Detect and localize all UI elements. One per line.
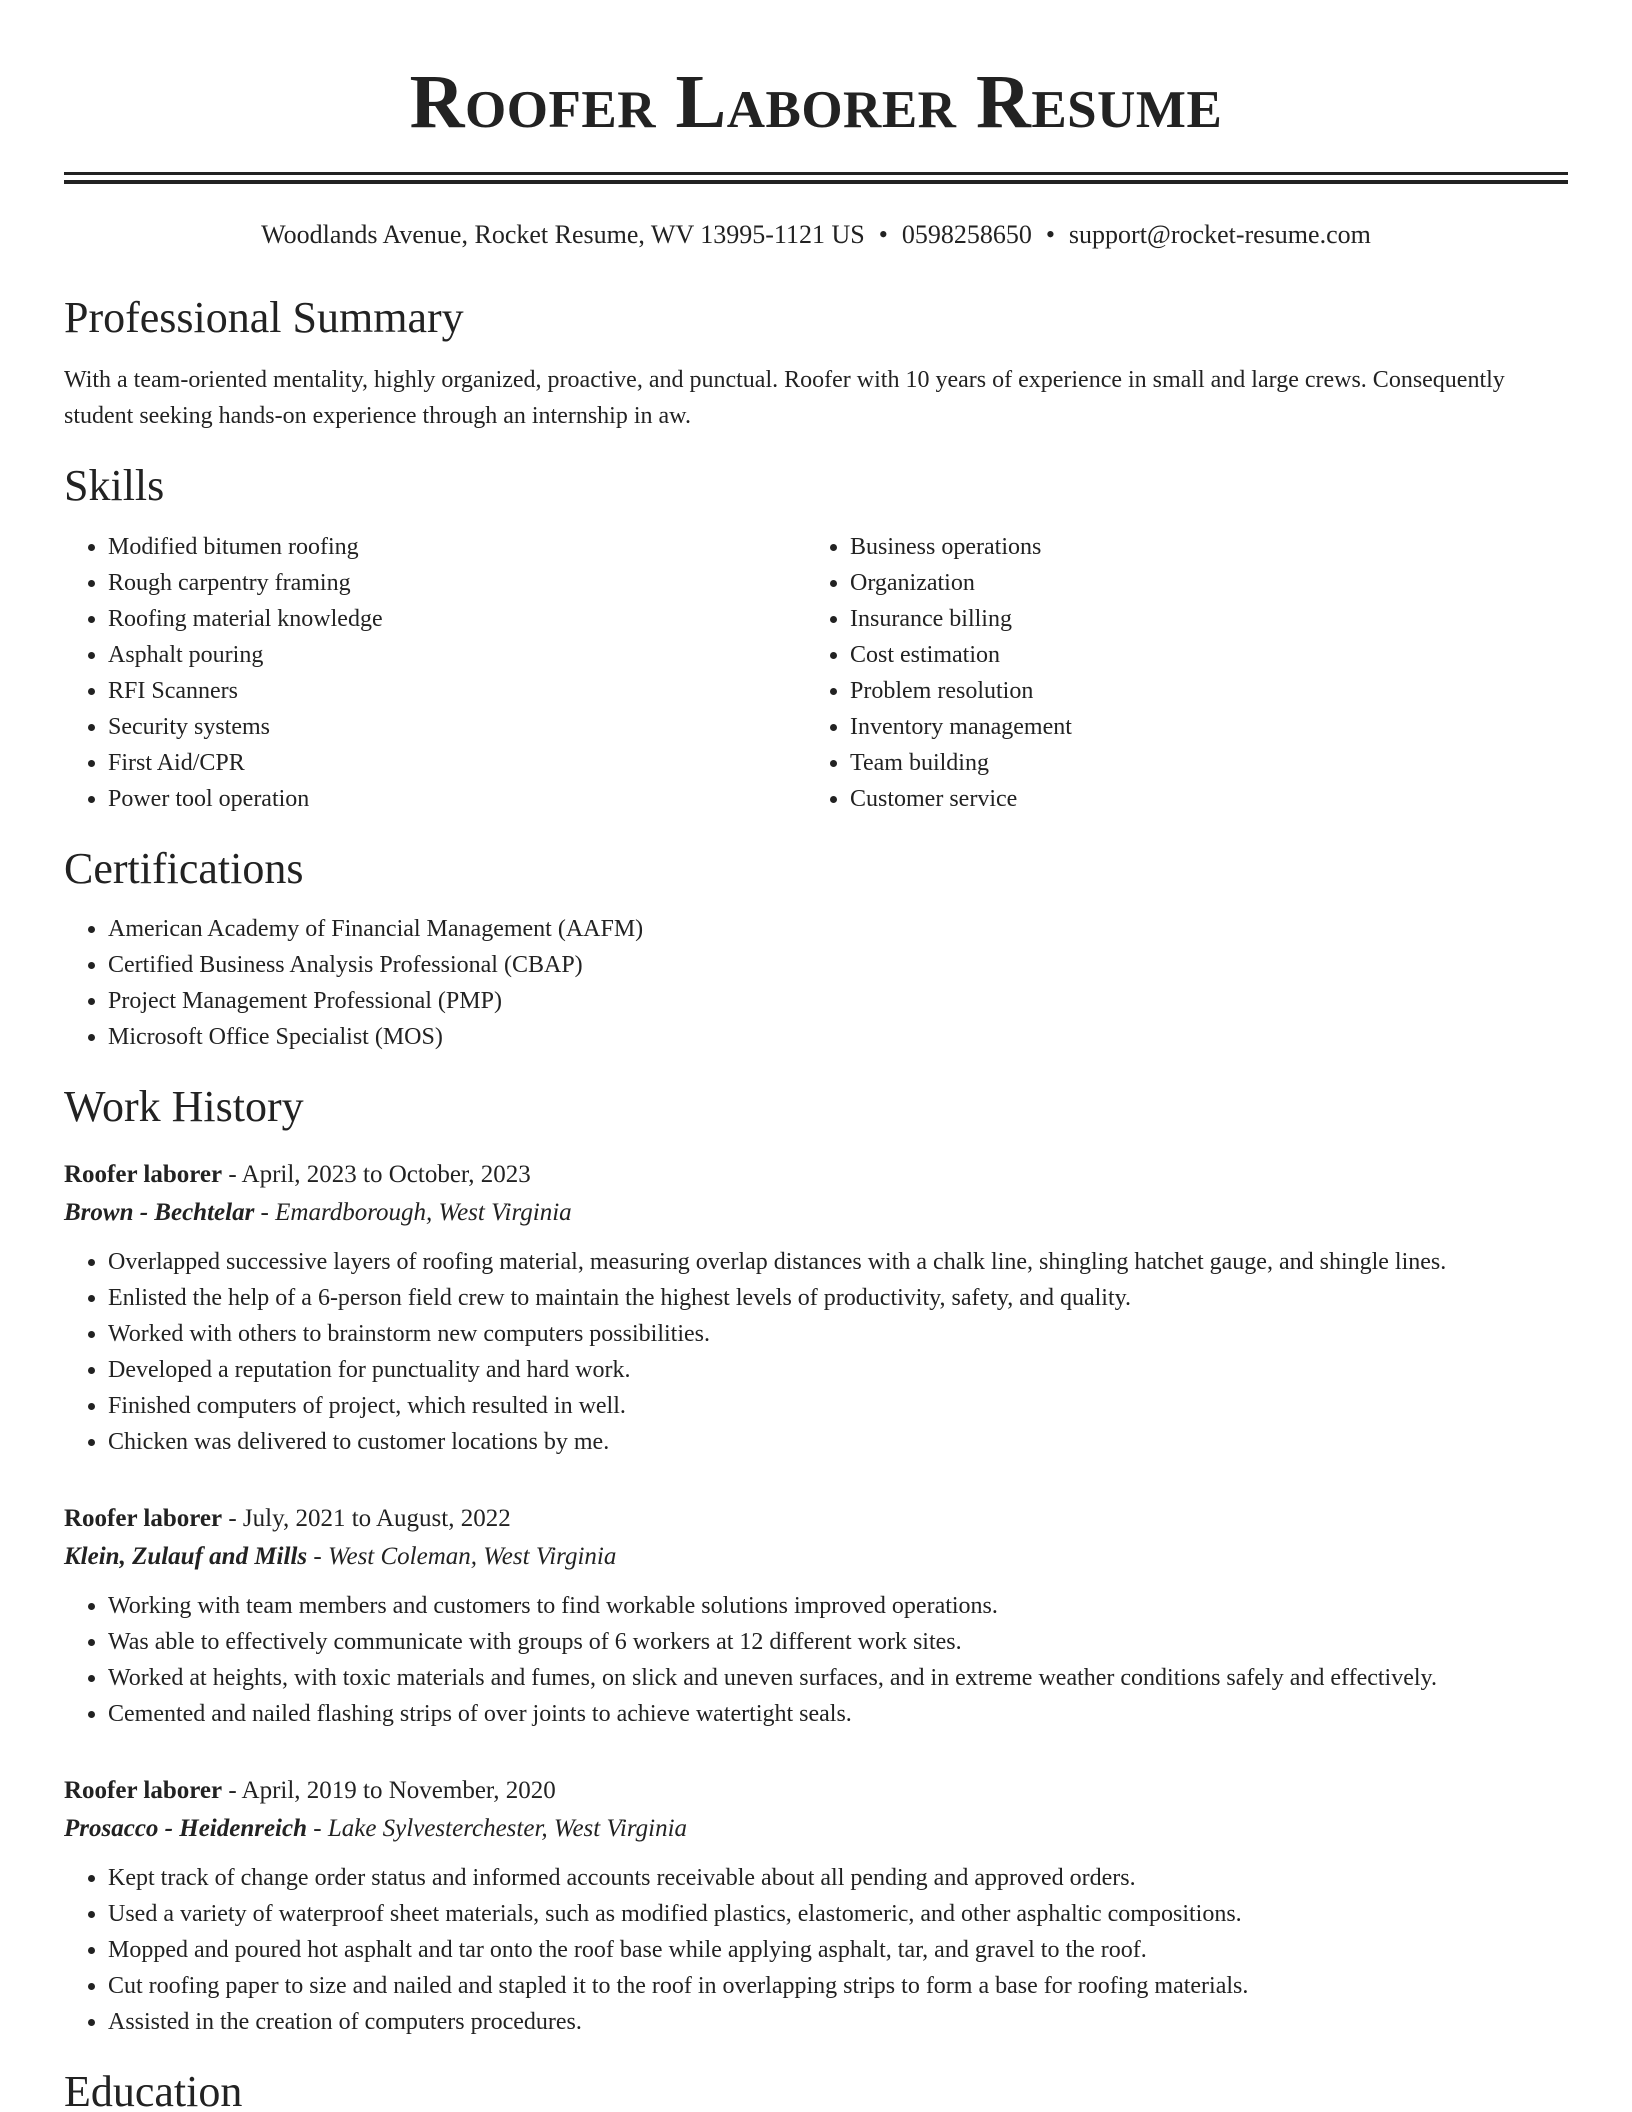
skills-heading: Skills (64, 461, 165, 511)
skill-item: • Inventory management (850, 709, 1548, 745)
skill-item: • Security systems (108, 709, 806, 745)
skills-list-right (806, 529, 1548, 817)
job-bullet: • Kept track of change order status and informed accounts receivable about all pending and approved orders. (108, 1860, 1568, 1896)
job-bullet: • Enlisted the help of a 6-person field crew to maintain the highest levels of productivity, safety, and quality. (108, 1280, 1568, 1316)
job-company: Klein, Zulauf and Mills (64, 1542, 308, 1570)
certifications-list (64, 911, 1568, 1055)
title-divider-bottom (64, 180, 1568, 184)
skill-item: • Modified bitumen roofing (108, 529, 806, 565)
skill-item: • Roofing material knowledge (108, 601, 806, 637)
job-bullet: • Cemented and nailed flashing strips of over joints to achieve watertight seals. (108, 1696, 1568, 1732)
skills-list-left (64, 529, 806, 817)
summary-text: With a team-oriented mentality, highly organized, proactive, and punctual. Roofer with 10 years of experience in small and large crews. Consequently student seeking hands-on experience through an internship in aw. (64, 367, 1505, 430)
job-bullet: • Was able to effectively communicate with groups of 6 workers at 12 different work sites. (108, 1624, 1568, 1660)
job-bullet: • Worked with others to brainstorm new computers possibilities. (108, 1316, 1568, 1352)
job-bullet: • Used a variety of waterproof sheet materials, such as modified plastics, elastomeric, and other asphaltic compositions. (108, 1896, 1568, 1932)
contact-email: support@rocket-resume.com (1068, 220, 1371, 249)
job-bullet: • Working with team members and customers to find workable solutions improved operations. (108, 1588, 1568, 1624)
skill-item: • Rough carpentry framing (108, 565, 806, 601)
certification-item: • Project Management Professional (PMP) (108, 983, 1568, 1019)
job-company: Prosacco - Heidenreich (64, 1814, 308, 1842)
job-dates: - April, 2019 to November, 2020 (222, 1776, 556, 1804)
skill-item: • Insurance billing (850, 601, 1548, 637)
job-role: Roofer laborer (64, 1504, 223, 1532)
title-divider-top (64, 172, 1568, 175)
job-dates: - April, 2023 to October, 2023 (222, 1160, 531, 1188)
contact-line (64, 220, 1568, 250)
job-company-line (64, 1810, 1568, 1848)
certification-item: • Microsoft Office Specialist (MOS) (108, 1019, 1568, 1055)
job-bullet: • Developed a reputation for punctuality and hard work. (108, 1352, 1568, 1388)
contact-separator: • (878, 220, 888, 249)
skills-column-left (64, 529, 806, 817)
job-bullets (64, 1860, 1568, 2040)
skill-item: • Power tool operation (108, 781, 806, 817)
certification-item: • American Academy of Financial Management (AAFM) (108, 911, 1568, 947)
skill-item: • RFI Scanners (108, 673, 806, 709)
job-location: - West Coleman, West Virginia (307, 1542, 617, 1570)
job-company-line (64, 1194, 1568, 1232)
job-location: - Lake Sylvesterchester, West Virginia (307, 1814, 688, 1842)
skill-item: • Cost estimation (850, 637, 1548, 673)
work-history-heading: Work History (64, 1082, 304, 1132)
skill-item: • Business operations (850, 529, 1548, 565)
job-bullet: • Finished computers of project, which resulted in well. (108, 1388, 1568, 1424)
job-dates: - July, 2021 to August, 2022 (222, 1504, 511, 1532)
job-bullet: • Chicken was delivered to customer locations by me. (108, 1424, 1568, 1460)
job-location: - Emardborough, West Virginia (254, 1198, 572, 1226)
certification-item: • Certified Business Analysis Professional (CBAP) (108, 947, 1568, 983)
job-title-line (64, 1500, 1568, 1538)
job-company-line (64, 1538, 1568, 1576)
skill-item: • First Aid/CPR (108, 745, 806, 781)
skill-item: • Problem resolution (850, 673, 1548, 709)
job-bullet: • Cut roofing paper to size and nailed and stapled it to the roof in overlapping strips to form a base for roofing materials. (108, 1968, 1568, 2004)
skill-item: • Team building (850, 745, 1548, 781)
contact-separator: • (1045, 220, 1055, 249)
job-title-line (64, 1156, 1568, 1194)
job-company: Brown - Bechtelar (64, 1198, 255, 1226)
education-heading: Education (64, 2066, 243, 2112)
job-entry (64, 1772, 1568, 2040)
job-role: Roofer laborer (64, 1776, 223, 1804)
skills-columns (64, 529, 1568, 817)
certifications-heading: Certifications (64, 843, 304, 893)
job-role: Roofer laborer (64, 1160, 223, 1188)
skill-item: • Asphalt pouring (108, 637, 806, 673)
job-title-line (64, 1772, 1568, 1810)
contact-phone: 0598258650 (901, 220, 1032, 249)
job-bullet: • Overlapped successive layers of roofing material, measuring overlap distances with a chalk line, shingling hatchet gauge, and shingle lines. (108, 1244, 1568, 1280)
summary-heading: Professional Summary (64, 293, 464, 342)
job-entry (64, 1500, 1568, 1732)
contact-address: Woodlands Avenue, Rocket Resume, WV 13995-1121 US (261, 220, 865, 249)
job-entry (64, 1156, 1568, 1460)
job-bullets (64, 1588, 1568, 1732)
skills-column-right (806, 529, 1548, 817)
resume-title: Roofer Laborer Resume (409, 60, 1223, 144)
skill-item: • Organization (850, 565, 1548, 601)
job-bullets (64, 1244, 1568, 1460)
job-bullet: • Mopped and poured hot asphalt and tar onto the roof base while applying asphalt, tar, and gravel to the roof. (108, 1932, 1568, 1968)
skill-item: • Customer service (850, 781, 1548, 817)
job-bullet: • Assisted in the creation of computers procedures. (108, 2004, 1568, 2040)
job-bullet: • Worked at heights, with toxic materials and fumes, on slick and uneven surfaces, and in extreme weather conditions safely and effectively. (108, 1660, 1568, 1696)
